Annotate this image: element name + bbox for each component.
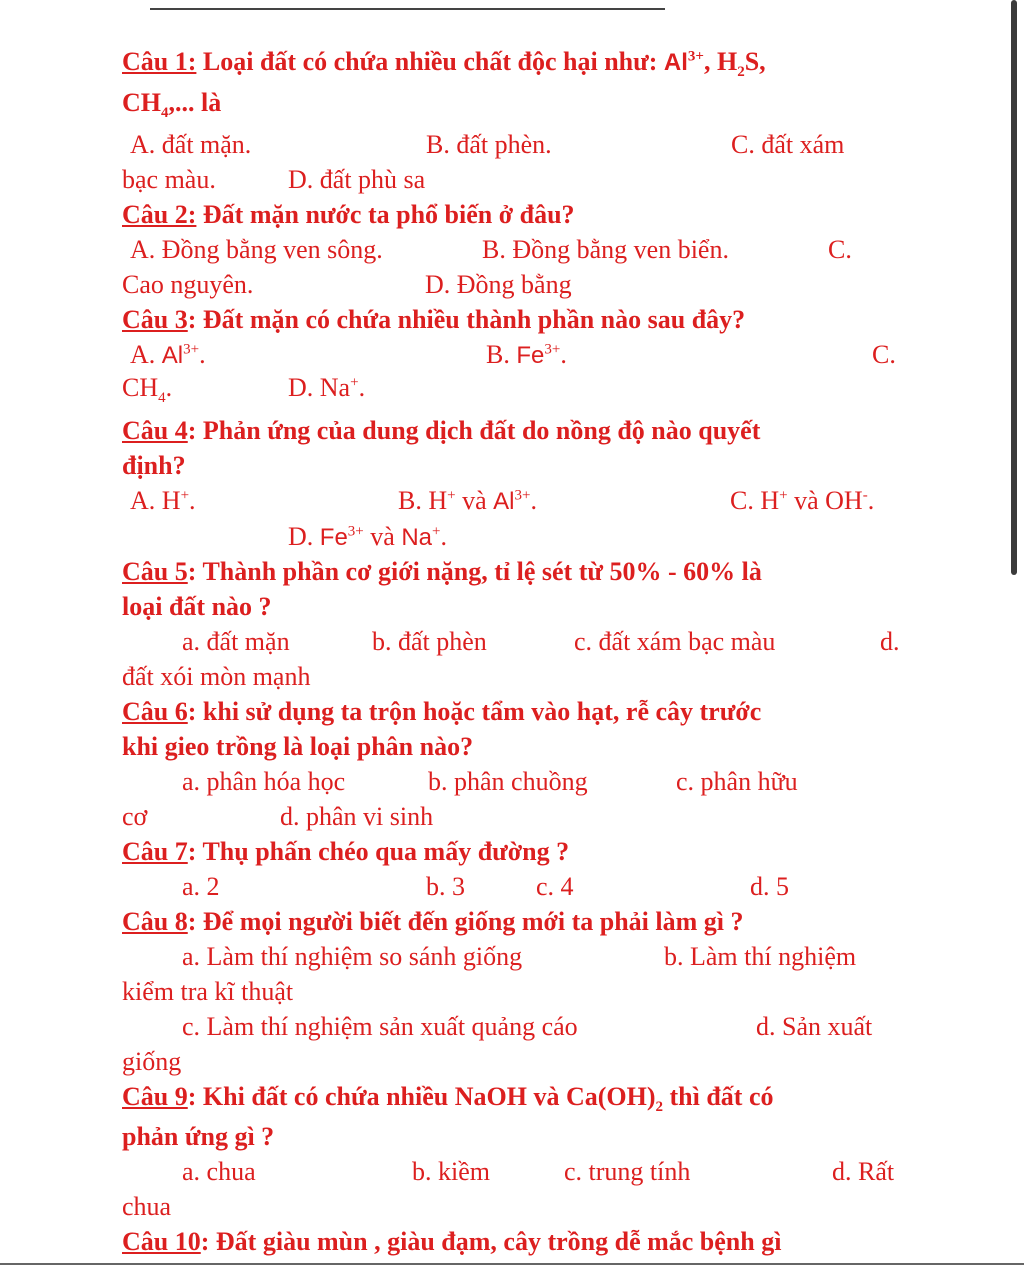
question-1: Câu 1: Loại đất có chứa nhiều chất độc hại như: $Al^{3+}$, $H_2S$,	[122, 47, 766, 81]
question-3: Câu 3: Đất mặn có chứa nhiều thành phần nào sau đây?	[122, 305, 746, 334]
q8-option-a: a. Làm thí nghiệm so sánh giống	[182, 942, 523, 971]
q8-option-b: b. Làm thí nghiệm	[664, 942, 857, 971]
q8-option-b-cont: kiểm tra kĩ thuật	[122, 977, 294, 1006]
q7-option-a: a. 2	[182, 872, 220, 901]
q1-option-c: C. đất xám	[731, 130, 845, 159]
question-2: Câu 2: Đất mặn nước ta phổ biến ở đâu?	[122, 200, 575, 229]
question-9-line2: phản ứng gì ?	[122, 1122, 275, 1151]
question-6: Câu 6: khi sử dụng ta trộn hoặc tẩm vào hạt, rễ cây trước	[122, 697, 762, 726]
q6-option-c-cont: cơ	[122, 802, 148, 831]
q5-option-d-cont: đất xói mòn mạnh	[122, 662, 311, 691]
q9-option-a: a. chua	[182, 1157, 256, 1186]
q4-option-a: A. H+.	[130, 486, 196, 515]
q5-option-c: c. đất xám bạc màu	[574, 627, 776, 656]
q1-option-b: B. đất phèn.	[426, 130, 552, 159]
question-4-line2: định?	[122, 451, 186, 480]
q4-option-b: B. H+ và $Al^{3+}$.	[398, 486, 537, 515]
q1-option-d: D. đất phù sa	[288, 165, 426, 194]
question-8: Câu 8: Để mọi người biết đến giống mới ta phải làm gì ?	[122, 907, 744, 936]
q5-option-d: d.	[880, 627, 900, 656]
bottom-rule	[0, 1263, 1024, 1265]
q4-option-d: D. $Fe^{3+}$ và Na+.	[288, 522, 447, 551]
question-9: Câu 9: Khi đất có chứa nhiều NaOH và $Ca(OH)_2$ thì đất có	[122, 1082, 774, 1116]
q8-option-d-cont: giống	[122, 1047, 182, 1076]
q6-option-c: c. phân hữu	[676, 767, 798, 796]
q9-option-b: b. kiềm	[412, 1157, 490, 1186]
question-4: Câu 4: Phản ứng của dung dịch đất do nồng độ nào quyết	[122, 416, 761, 445]
q6-option-b: b. phân chuồng	[428, 767, 588, 796]
question-1-line2: $CH_4$,... là	[122, 88, 222, 122]
q6-option-a: a. phân hóa học	[182, 767, 346, 796]
q7-option-d: d. 5	[750, 872, 789, 901]
q9-option-d-cont: chua	[122, 1192, 172, 1221]
q1-option-c-cont: bạc màu.	[122, 165, 216, 194]
q1-option-a: A. đất mặn.	[130, 130, 252, 159]
q3-option-b: B. $Fe^{3+}$.	[486, 340, 567, 369]
question-5: Câu 5: Thành phần cơ giới nặng, tỉ lệ sét từ 50% - 60% là	[122, 557, 762, 586]
question-10: Câu 10: Đất giàu mùn , giàu đạm, cây trồng dễ mắc bệnh gì	[122, 1227, 782, 1256]
q2-option-d: D. Đồng bằng	[425, 270, 572, 299]
question-6-line2: khi gieo trồng là loại phân nào?	[122, 732, 474, 761]
q6-option-d: d. phân vi sinh	[280, 802, 434, 831]
question-5-line2: loại đất nào ?	[122, 592, 272, 621]
q8-option-d: d. Sản xuất	[756, 1012, 873, 1041]
question-7: Câu 7: Thụ phấn chéo qua mấy đường ?	[122, 837, 570, 866]
q4-option-c: C. H+ và OH-.	[730, 486, 875, 515]
q9-option-d: d. Rất	[832, 1157, 895, 1186]
q5-option-a: a. đất mặn	[182, 627, 290, 656]
q3-option-c: C.	[872, 340, 896, 369]
q7-option-c: c. 4	[536, 872, 574, 901]
q3-option-a: A. $Al^{3+}$.	[130, 340, 206, 369]
q7-option-b: b. 3	[426, 872, 465, 901]
q3-option-d: D. Na+.	[288, 373, 366, 402]
q2-option-c-cont: Cao nguyên.	[122, 270, 254, 299]
q9-option-c: c. trung tính	[564, 1157, 691, 1186]
q2-option-b: B. Đồng bằng ven biển.	[482, 235, 729, 264]
q5-option-b: b. đất phèn	[372, 627, 487, 656]
q3-option-c-cont: $CH_4$.	[122, 373, 173, 407]
q2-option-c: C.	[828, 235, 852, 264]
q8-option-c: c. Làm thí nghiệm sản xuất quảng cáo	[182, 1012, 578, 1041]
q2-option-a: A. Đồng bằng ven sông.	[130, 235, 383, 264]
